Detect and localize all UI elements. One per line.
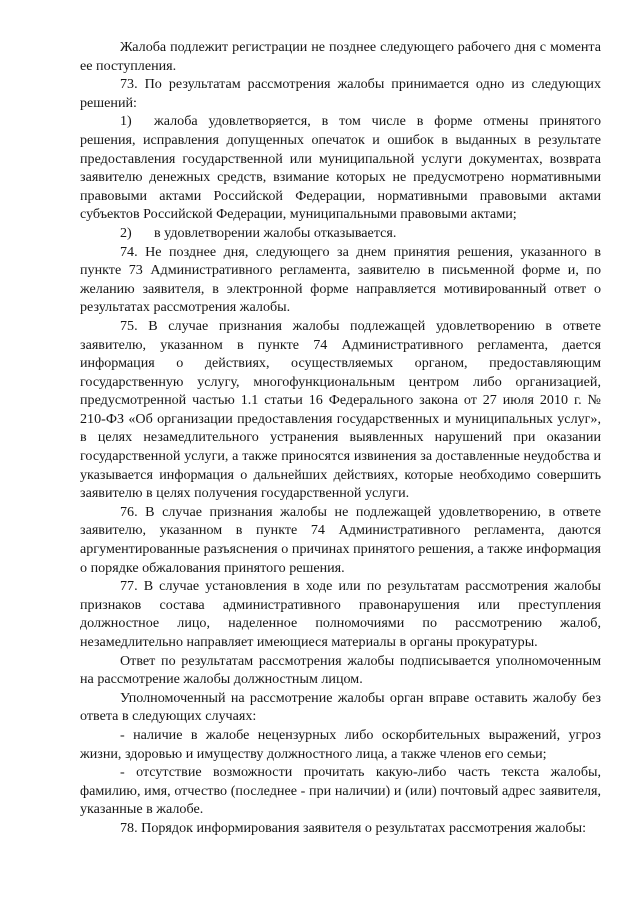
paragraph-75: 75. В случае признания жалобы подлежащей удовлетворению в ответе заявителю, указанном в пункте 74 Административного регламента, дается информация о действиях, осуществляемых органом, предоставляющим государственную услугу, многофункциональным центром либо организацией, предусмотренной частью 1.1 статьи 16 Федерального закона от 27 июля 2010 г. № 210-ФЗ «Об организации предоставления государственных и муниципальных услуг», в целях незамедлительного устранения выявленных нарушений при оказании государственной услуги, а также приносятся извинения за доставленные неудобства и указывается информация о дальнейших действиях, которые необходимо совершить заявителю в целях получения государственной услуги.: [80, 317, 601, 502]
paragraph-obscene-expressions: - наличие в жалобе нецензурных либо оскорбительных выражений, угроз жизни, здоровью и имуществу должностного лица, а также членов его семьи;: [80, 726, 601, 762]
paragraph-73: 73. По результатам рассмотрения жалобы принимается одно из следующих решений:: [80, 76, 601, 111]
document-page: [80, 38, 601, 838]
list-item: [80, 224, 601, 243]
list-item-text: в удовлетворении жалобы отказывается.: [154, 224, 397, 241]
paragraph-77: 77. В случае установления в ходе или по результатам рассмотрения жалобы признаков состава административного правонарушения или преступления должностное лицо, наделенное полномочиями по рассмотрению жалоб, незамедлительно направляет имеющиеся материалы в органы прокуратуры.: [80, 578, 601, 650]
list-item-text: жалоба удовлетворяется, в том числе в форме отмены принятого решения, исправления допущенных опечаток и ошибок в выданных в результате предоставления государственной или муниципальной услуги документах, возврата заявителю денежных средств, взимание которых не предусмотрено нормативными правовыми актами Российской Федерации, нормативными правовыми актами субъектов Российской Федерации, муниципальными правовыми актами;: [80, 113, 601, 223]
paragraph-registration: Жалоба подлежит регистрации не позднее следующего рабочего дня с момента ее поступления.: [80, 39, 601, 74]
list-item-number: 1): [120, 113, 132, 130]
paragraph-74: 74. Не позднее дня, следующего за днем принятия решения, указанного в пункте 73 Административного регламента, заявителю в письменной форме и, по желанию заявителя, в электронной форме направляется мотивированный ответ о результатах рассмотрения жалобы.: [80, 243, 601, 316]
list-item: [80, 112, 601, 224]
paragraph-leave-without-answer: Уполномоченный на рассмотрение жалобы орган вправе оставить жалобу без ответа в следующих случаях:: [80, 689, 601, 725]
paragraph-answer-signing: Ответ по результатам рассмотрения жалобы подписывается уполномоченным на рассмотрение жалобы должностным лицом.: [80, 652, 601, 688]
list-item-number: 2): [120, 224, 132, 241]
paragraph-78: 78. Порядок информирования заявителя о результатах рассмотрения жалобы:: [120, 819, 587, 836]
paragraph-unreadable-text: - отсутствие возможности прочитать какую-либо часть текста жалобы, фамилию, имя, отчество (последнее - при наличии) и (или) почтовый адрес заявителя, указанные в жалобе.: [80, 764, 601, 818]
paragraph-76: 76. В случае признания жалобы не подлежащей удовлетворению, в ответе заявителю, указанном в пункте 74 Административного регламента, даются аргументированные разъяснения о причинах принятого решения, а также информация о порядке обжалования принятого решения.: [80, 503, 601, 576]
